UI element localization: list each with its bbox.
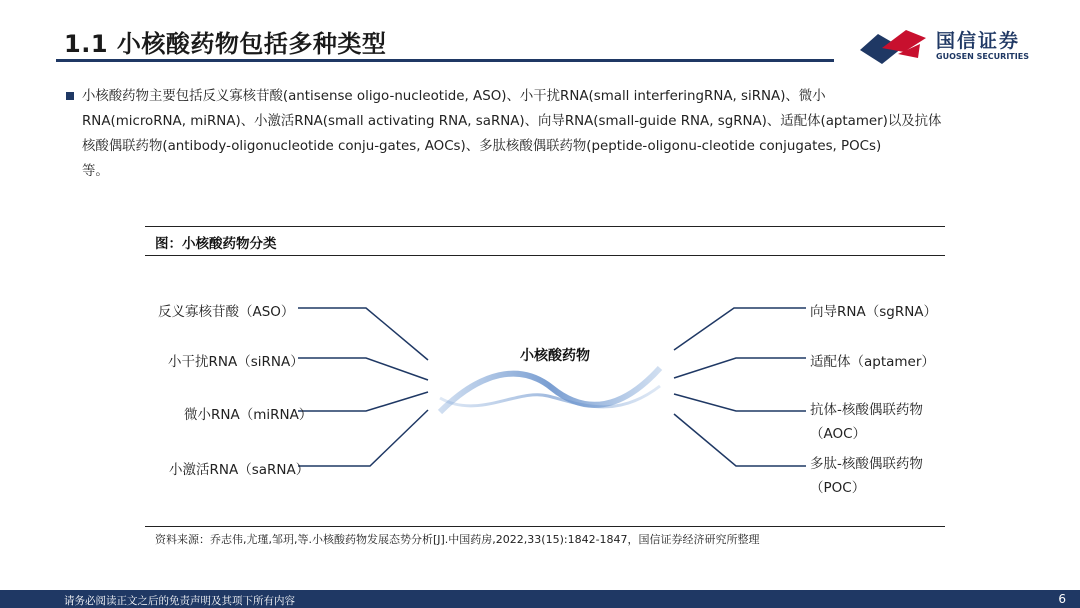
connector-aoc	[674, 394, 806, 411]
category-poc: 多肽-核酸偶联药物（POC）	[810, 456, 923, 496]
category-sarna: 小激活RNA（saRNA）	[169, 462, 310, 478]
connector-poc	[674, 414, 806, 466]
category-aptamer: 适配体（aptamer）	[810, 354, 935, 370]
category-sgrna: 向导RNA（sgRNA）	[810, 304, 938, 320]
figure-source: 资料来源：乔志伟,尤瑾,邹玥,等.小核酸药物发展态势分析[J].中国药房,2022,33(15):1842-1847，国信证券经济研究所整理	[155, 533, 760, 546]
category-aso: 反义寡核苷酸（ASO）	[158, 304, 295, 320]
connector-sirna	[298, 358, 428, 380]
category-sirna: 小干扰RNA（siRNA）	[168, 354, 304, 370]
connector-aso	[298, 308, 428, 360]
intro-line: 核酸偶联药物(antibody-oligonucleotide conju-gates, AOCs)、多肽核酸偶联药物(peptide-oligonu-cleotide conjugates, POCs)	[82, 139, 882, 154]
rna-helix-image	[440, 368, 660, 416]
logo-name-en: GUOSEN SECURITIES	[936, 52, 1029, 61]
figure-bottom-rule	[145, 526, 945, 527]
logo-name-cn: 国信证券	[936, 30, 1021, 52]
figure-title: 图：小核酸药物分类	[155, 236, 277, 252]
intro-line: 等。	[82, 164, 109, 179]
page-title: 1.1 小核酸药物包括多种类型	[64, 30, 387, 58]
intro-line: 小核酸药物主要包括反义寡核苷酸(antisense oligo-nucleotide, ASO)、小干扰RNA(small interferingRNA, siRNA)、微小	[82, 89, 826, 104]
center-label: 小核酸药物	[520, 348, 590, 364]
connector-aptamer	[674, 358, 806, 378]
category-mirna: 微小RNA（miRNA）	[184, 407, 313, 423]
connector-mirna	[298, 392, 428, 411]
connector-sgrna	[674, 308, 806, 350]
footer-disclaimer: 请务必阅读正文之后的免责声明及其项下所有内容	[64, 595, 295, 607]
intro-line: RNA(microRNA, miRNA)、小激活RNA(small activating RNA, saRNA)、向导RNA(small-guide RNA, sgRNA)、适配体(aptamer)以及抗体	[82, 114, 942, 129]
page-number: 6	[1058, 592, 1066, 606]
connector-sarna	[298, 410, 428, 466]
category-aoc: 抗体-核酸偶联药物（AOC）	[810, 402, 923, 442]
